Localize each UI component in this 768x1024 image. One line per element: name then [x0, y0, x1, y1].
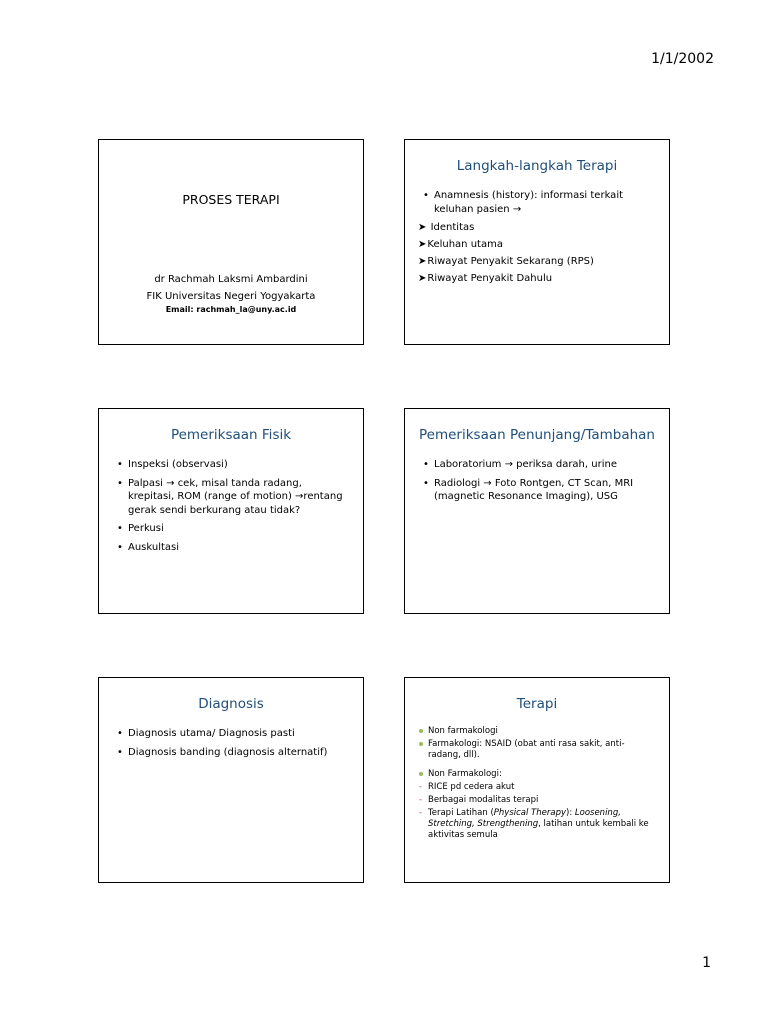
list-item: • Diagnosis utama/ Diagnosis pasti [117, 727, 349, 741]
slide-pemeriksaan-fisik [98, 408, 364, 614]
list-item: Farmakologi: NSAID (obat anti rasa sakit, anti-radang, dll). [419, 739, 657, 761]
list-item: • Anamnesis (history): informasi terkait keluhan pasien → [423, 189, 655, 216]
presentation-title: PROSES TERAPI [182, 192, 280, 207]
list-item: • Diagnosis banding (diagnosis alternatif) [117, 746, 349, 760]
slide-terapi [404, 677, 670, 883]
arrow-bullet-icon: ➤ [418, 273, 427, 284]
slide-heading: Terapi [516, 696, 558, 712]
bullet-list [405, 769, 669, 841]
list-item: Non farmakologi [419, 726, 657, 737]
list-item: • Auskultasi [117, 541, 349, 555]
bullet-list [99, 727, 363, 759]
slide-heading: Diagnosis [198, 696, 264, 712]
list-item: Non Farmakologi: [419, 769, 657, 780]
author-name: dr Rachmah Laksmi Ambardini [154, 274, 308, 285]
bullet-list [99, 458, 363, 554]
author-block [99, 271, 363, 305]
bullet-list [405, 189, 669, 216]
list-item: - Terapi Latihan (Physical Therapy): Loosening, Stretching, Strengthening, latihan untuk kembali ke aktivitas semula [419, 808, 657, 841]
bullet-list [405, 726, 669, 761]
list-item: - Berbagai modalitas terapi [419, 795, 657, 806]
arrow-bullet-icon: ➤ [418, 239, 427, 250]
slide-title [98, 139, 364, 345]
bullet-list [405, 458, 669, 504]
arrow-bullet-icon: ➤ [418, 222, 427, 233]
list-item: - RICE pd cedera akut [419, 782, 657, 793]
list-item: • Radiologi → Foto Rontgen, CT Scan, MRI (magnetic Resonance Imaging), USG [423, 477, 655, 504]
list-item: • Laboratorium → periksa darah, urine [423, 458, 655, 472]
slide-langkah-terapi [404, 139, 670, 345]
page-date: 1/1/2002 [651, 51, 714, 67]
list-item: ➤ Identitas [418, 222, 475, 233]
author-institution: FIK Universitas Negeri Yogyakarta [146, 291, 316, 302]
list-item: • Palpasi → cek, misal tanda radang, krepitasi, ROM (range of motion) →rentang gerak sendi berkurang atau tidak? [117, 477, 349, 518]
page-number: 1 [702, 955, 711, 971]
list-item: • Inspeksi (observasi) [117, 458, 349, 472]
list-item: ➤Keluhan utama [418, 239, 503, 250]
arrow-list [405, 221, 669, 285]
arrow-bullet-icon: ➤ [418, 256, 427, 267]
slide-heading: Pemeriksaan Penunjang/Tambahan [419, 427, 655, 443]
slide-heading: Langkah-langkah Terapi [456, 158, 618, 174]
slide-heading: Pemeriksaan Fisik [170, 427, 292, 443]
slide-diagnosis [98, 677, 364, 883]
list-item: • Perkusi [117, 522, 349, 536]
author-email: Email: rachmah_la@uny.ac.id [165, 305, 297, 314]
list-item: ➤Riwayat Penyakit Sekarang (RPS) [418, 256, 594, 267]
list-item: ➤Riwayat Penyakit Dahulu [418, 273, 553, 284]
slide-pemeriksaan-penunjang [404, 408, 670, 614]
